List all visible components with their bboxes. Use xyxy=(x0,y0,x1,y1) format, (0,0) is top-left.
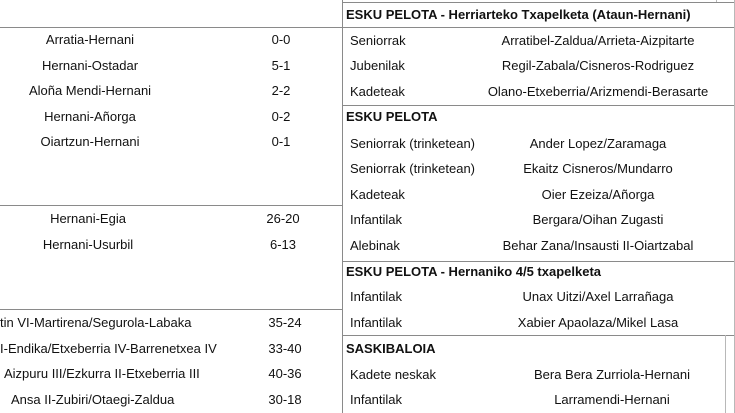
match-score: 40-36 xyxy=(268,366,302,381)
match-teams: Oiartzun-Hernani xyxy=(40,134,140,149)
section-heading: ESKU PELOTA xyxy=(346,109,438,124)
category-label: Kadeteak xyxy=(350,84,405,99)
category-label: Infantilak xyxy=(350,392,403,407)
match-teams: I-Endika/Etxeberria IV-Barrenetxea IV xyxy=(0,341,217,356)
match-teams: Ansa II-Zubiri/Otaegi-Zaldua xyxy=(11,392,175,407)
match-score: 5-1 xyxy=(271,58,291,73)
players-label: Ander Lopez/Zaramaga xyxy=(529,136,667,151)
grid-line xyxy=(0,309,342,310)
category-label: Jubenilak xyxy=(350,58,405,73)
section-heading: SASKIBALOIA xyxy=(346,341,436,356)
players-label: Olano-Etxeberria/Arizmendi-Berasarte xyxy=(487,84,709,99)
category-label: Kadete neskak xyxy=(350,367,437,382)
grid-line xyxy=(342,105,735,106)
grid-line xyxy=(0,205,342,206)
match-teams: Arratia-Hernani xyxy=(45,32,135,47)
match-score: 2-2 xyxy=(271,83,291,98)
category-label: Kadeteak xyxy=(350,187,405,202)
players-label: Regil-Zabala/Cisneros-Rodriguez xyxy=(501,58,695,73)
right-edge-line xyxy=(716,0,717,2)
match-score: 26-20 xyxy=(266,211,300,226)
players-label: Larramendi-Hernani xyxy=(554,392,670,407)
category-label: Seniorrak (trinketean) xyxy=(350,161,475,176)
match-score: 0-2 xyxy=(271,109,291,124)
players-label: Arratibel-Zaldua/Arrieta-Aizpitarte xyxy=(501,33,695,48)
players-label: Ekaitz Cisneros/Mundarro xyxy=(523,161,673,176)
match-teams: Aloña Mendi-Hernani xyxy=(28,83,152,98)
grid-line xyxy=(342,261,735,262)
category-label: Alebinak xyxy=(350,238,400,253)
category-label: Infantilak xyxy=(350,212,403,227)
right-edge-line xyxy=(725,335,726,413)
match-score: 30-18 xyxy=(268,392,302,407)
category-label: Seniorrak xyxy=(350,33,406,48)
match-score: 0-1 xyxy=(271,134,291,149)
match-score: 6-13 xyxy=(269,237,297,252)
grid-line xyxy=(342,2,735,3)
category-label: Infantilak xyxy=(350,315,403,330)
players-label: Unax Uitzi/Axel Larrañaga xyxy=(522,289,674,304)
grid-line xyxy=(0,27,735,28)
grid-line xyxy=(342,335,735,336)
match-teams: Hernani-Egia xyxy=(50,211,126,226)
players-label: Bera Bera Zurriola-Hernani xyxy=(533,367,691,382)
players-label: Behar Zana/Insausti II-Oiartzabal xyxy=(502,238,694,253)
column-divider xyxy=(342,0,343,413)
match-score: 33-40 xyxy=(268,341,302,356)
match-teams: Hernani-Ostadar xyxy=(41,58,139,73)
players-label: Bergara/Oihan Zugasti xyxy=(532,212,664,227)
match-teams: Aizpuru III/Ezkurra II-Etxeberria III xyxy=(4,366,200,381)
match-teams: tin VI-Martirena/Segurola-Labaka xyxy=(0,315,192,330)
players-label: Xabier Apaolaza/Mikel Lasa xyxy=(517,315,679,330)
section-heading: ESKU PELOTA - Hernaniko 4/5 txapelketa xyxy=(346,264,602,279)
players-label: Oier Ezeiza/Añorga xyxy=(541,187,655,202)
match-teams: Hernani-Usurbil xyxy=(42,237,134,252)
category-label: Infantilak xyxy=(350,289,403,304)
section-heading: ESKU PELOTA - Herriarteko Txapelketa (Ataun-Hernani) xyxy=(346,7,691,22)
match-score: 0-0 xyxy=(271,32,291,47)
category-label: Seniorrak (trinketean) xyxy=(350,136,475,151)
match-score: 35-24 xyxy=(268,315,302,330)
match-teams: Hernani-Añorga xyxy=(44,109,136,124)
